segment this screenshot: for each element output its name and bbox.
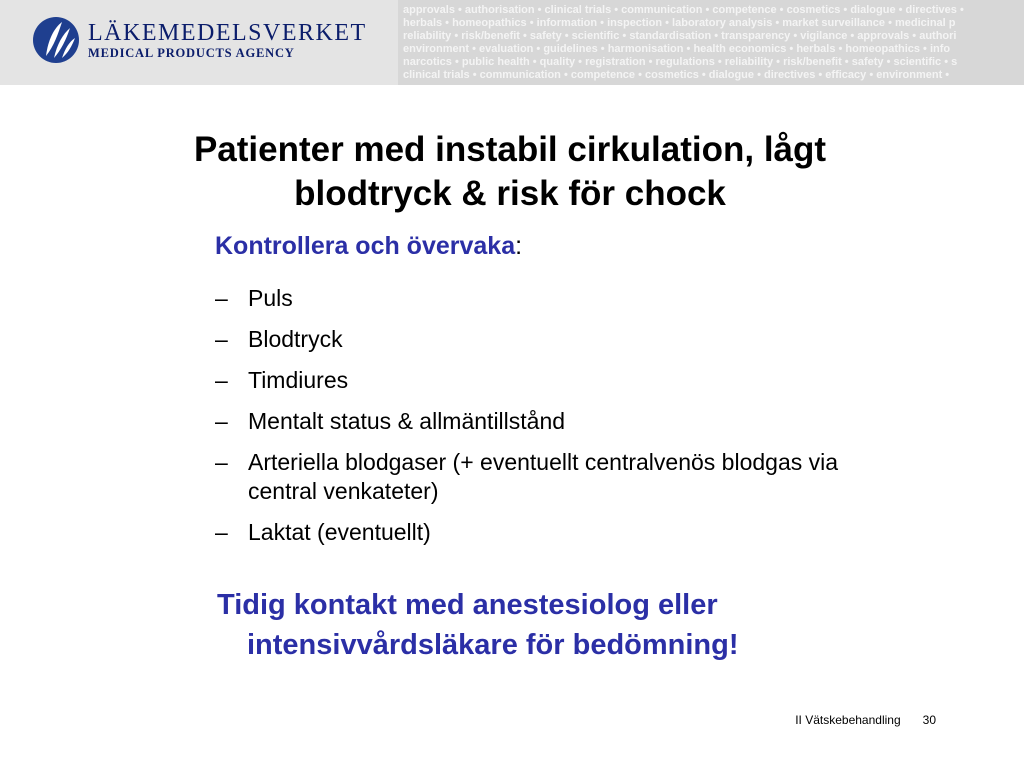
list-item-text: Timdiures [248,367,349,393]
dash-marker: – [215,449,228,475]
heading-text: Kontrollera och övervaka [215,232,516,260]
dash-marker: – [215,519,228,545]
keyword-watermark [398,0,1024,85]
list-item [215,325,868,354]
title-line-1: Patienter med instabil cirkulation, lågt [193,130,827,169]
page-number: 30 [922,713,936,727]
list-item-text: Blodtryck [248,326,343,352]
list-item [215,366,868,395]
header-banner [0,0,1024,85]
title-line-2: blodtryck & risk för chock [294,174,726,213]
dash-marker: – [215,285,228,311]
keyword-line: approvals • authorisation • clinical trials • communication • competence • cosmetics • dialogue • directives • [403,4,964,16]
keyword-line: environment • evaluation • guidelines • harmonisation • health economics • herbals • homeopathics • info [403,43,951,55]
keyword-line: narcotics • public health • quality • registration • regulations • reliability • risk/benefit • safety • scientific • s [403,56,958,68]
conclusion-text: Tidig kontakt med anestesiolog eller intensivvårdsläkare för bedömning! [217,589,739,661]
agency-logo [32,16,367,64]
dash-marker: – [215,408,228,434]
leaf-emblem-icon [32,16,80,64]
heading-colon: : [515,232,523,260]
list-item-text: Mentalt status & allmäntillstånd [248,408,566,434]
logo-name: LÄKEMEDELSVERKET [88,19,367,46]
list-item-text: Arteriella blodgaser (+ eventuellt centralvenös blodgas via central venkateter) [248,449,839,504]
keyword-line: clinical trials • communication • competence • cosmetics • dialogue • directives • efficacy • environment • [403,69,950,81]
list-item-text: Laktat (eventuellt) [248,519,431,545]
keyword-line: reliability • risk/benefit • safety • scientific • standardisation • transparency • vigilance • approvals • authori [403,30,957,42]
list-item [215,518,868,547]
dash-marker: – [215,367,228,393]
keyword-line: herbals • homeopathics • information • inspection • laboratory analysis • market surveillance • medicinal p [403,17,956,29]
list-item [215,284,868,313]
bullet-list [215,284,868,559]
slide-footer [795,713,936,727]
list-item [215,407,868,436]
footer-label: II Vätskebehandling [795,713,901,727]
slide-title [100,128,920,216]
dash-marker: – [215,326,228,352]
logo-subtitle: MEDICAL PRODUCTS AGENCY [88,45,295,60]
list-item-text: Puls [248,285,293,311]
list-item [215,448,848,506]
section-heading [215,232,522,261]
